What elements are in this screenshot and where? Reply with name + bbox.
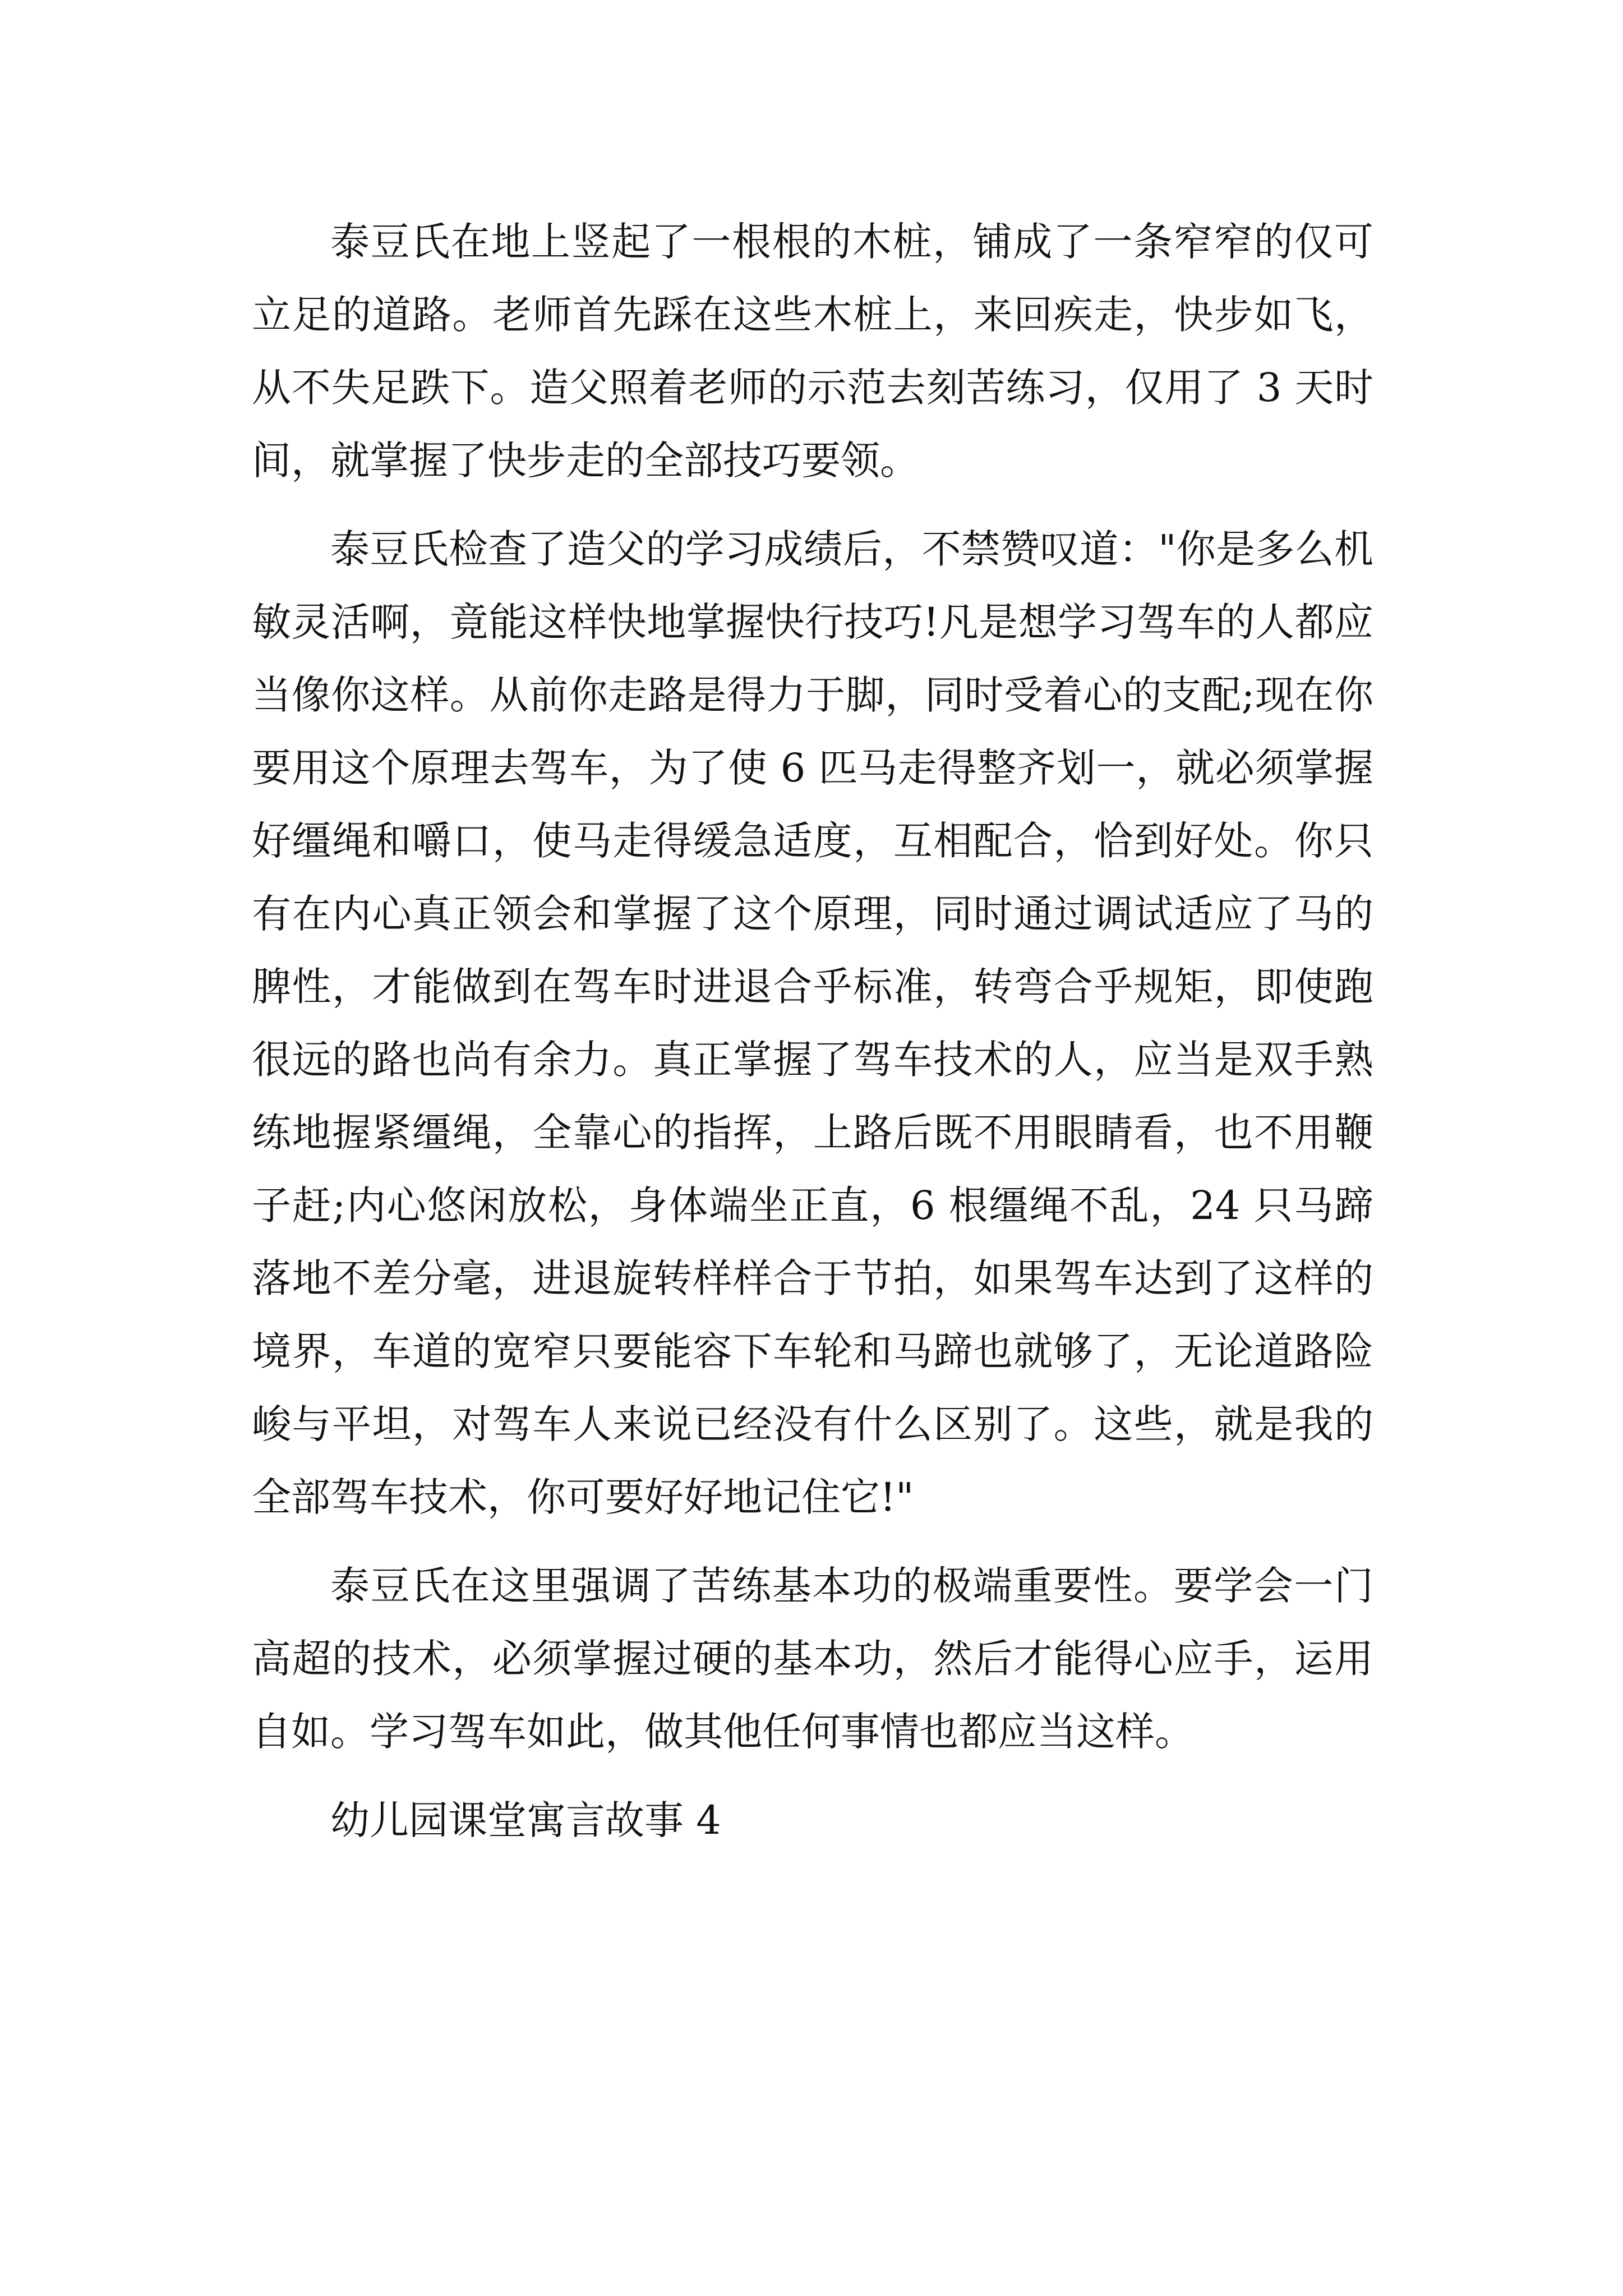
paragraph-teacher-speech: 泰豆氏检查了造父的学习成绩后，不禁赞叹道："你是多么机敏灵活啊，竟能这样快地掌握快行技巧!凡是想学习驾车的人都应当像你这样。从前你走路是得力于脚，同时受着心的支配;现在你要用这个原理去驾车，为了使 6 匹马走得整齐划一，就必须掌握好缰绳和嚼口，使马走得缓急适度，互相配合，恰到好处。你只有在内心真正领会和掌握了这个原理，同时通过调试适应了马的脾性，才能做到在驾车时进退合乎标准，转弯合乎规矩，即使跑很远的路也尚有余力。真正掌握了驾车技术的人，应当是双手熟练地握紧缰绳，全靠心的指挥，上路后既不用眼睛看，也不用鞭子赶;内心悠闲放松，身体端坐正直，6 根缰绳不乱，24 只马蹄落地不差分毫，进退旋转样样合于节拍，如果驾车达到了这样的境界，车道的宽窄只要能容下车轮和马蹄也就够了，无论道路险峻与平坦，对驾车人来说已经没有什么区别了。这些，就是我的全部驾车技术，你可要好好地记住它!" bbox=[252, 526, 1373, 1520]
paragraph-training-path: 泰豆氏在地上竖起了一根根的木桩，铺成了一条窄窄的仅可立足的道路。老师首先踩在这些木桩上，来回疾走，快步如飞，从不失足跌下。造父照着老师的示范去刻苦练习，仅用了 3 天时间，就掌握了快步走的全部技巧要领。 bbox=[252, 219, 1373, 484]
section-heading: 幼儿园课堂寓言故事 4 bbox=[330, 1797, 721, 1843]
document-body bbox=[252, 205, 1373, 1857]
paragraph-moral: 泰豆氏在这里强调了苦练基本功的极端重要性。要学会一门高超的技术，必须掌握过硬的基本功，然后才能得心应手，运用自如。学习驾车如此，做其他任何事情也都应当这样。 bbox=[252, 1563, 1373, 1755]
